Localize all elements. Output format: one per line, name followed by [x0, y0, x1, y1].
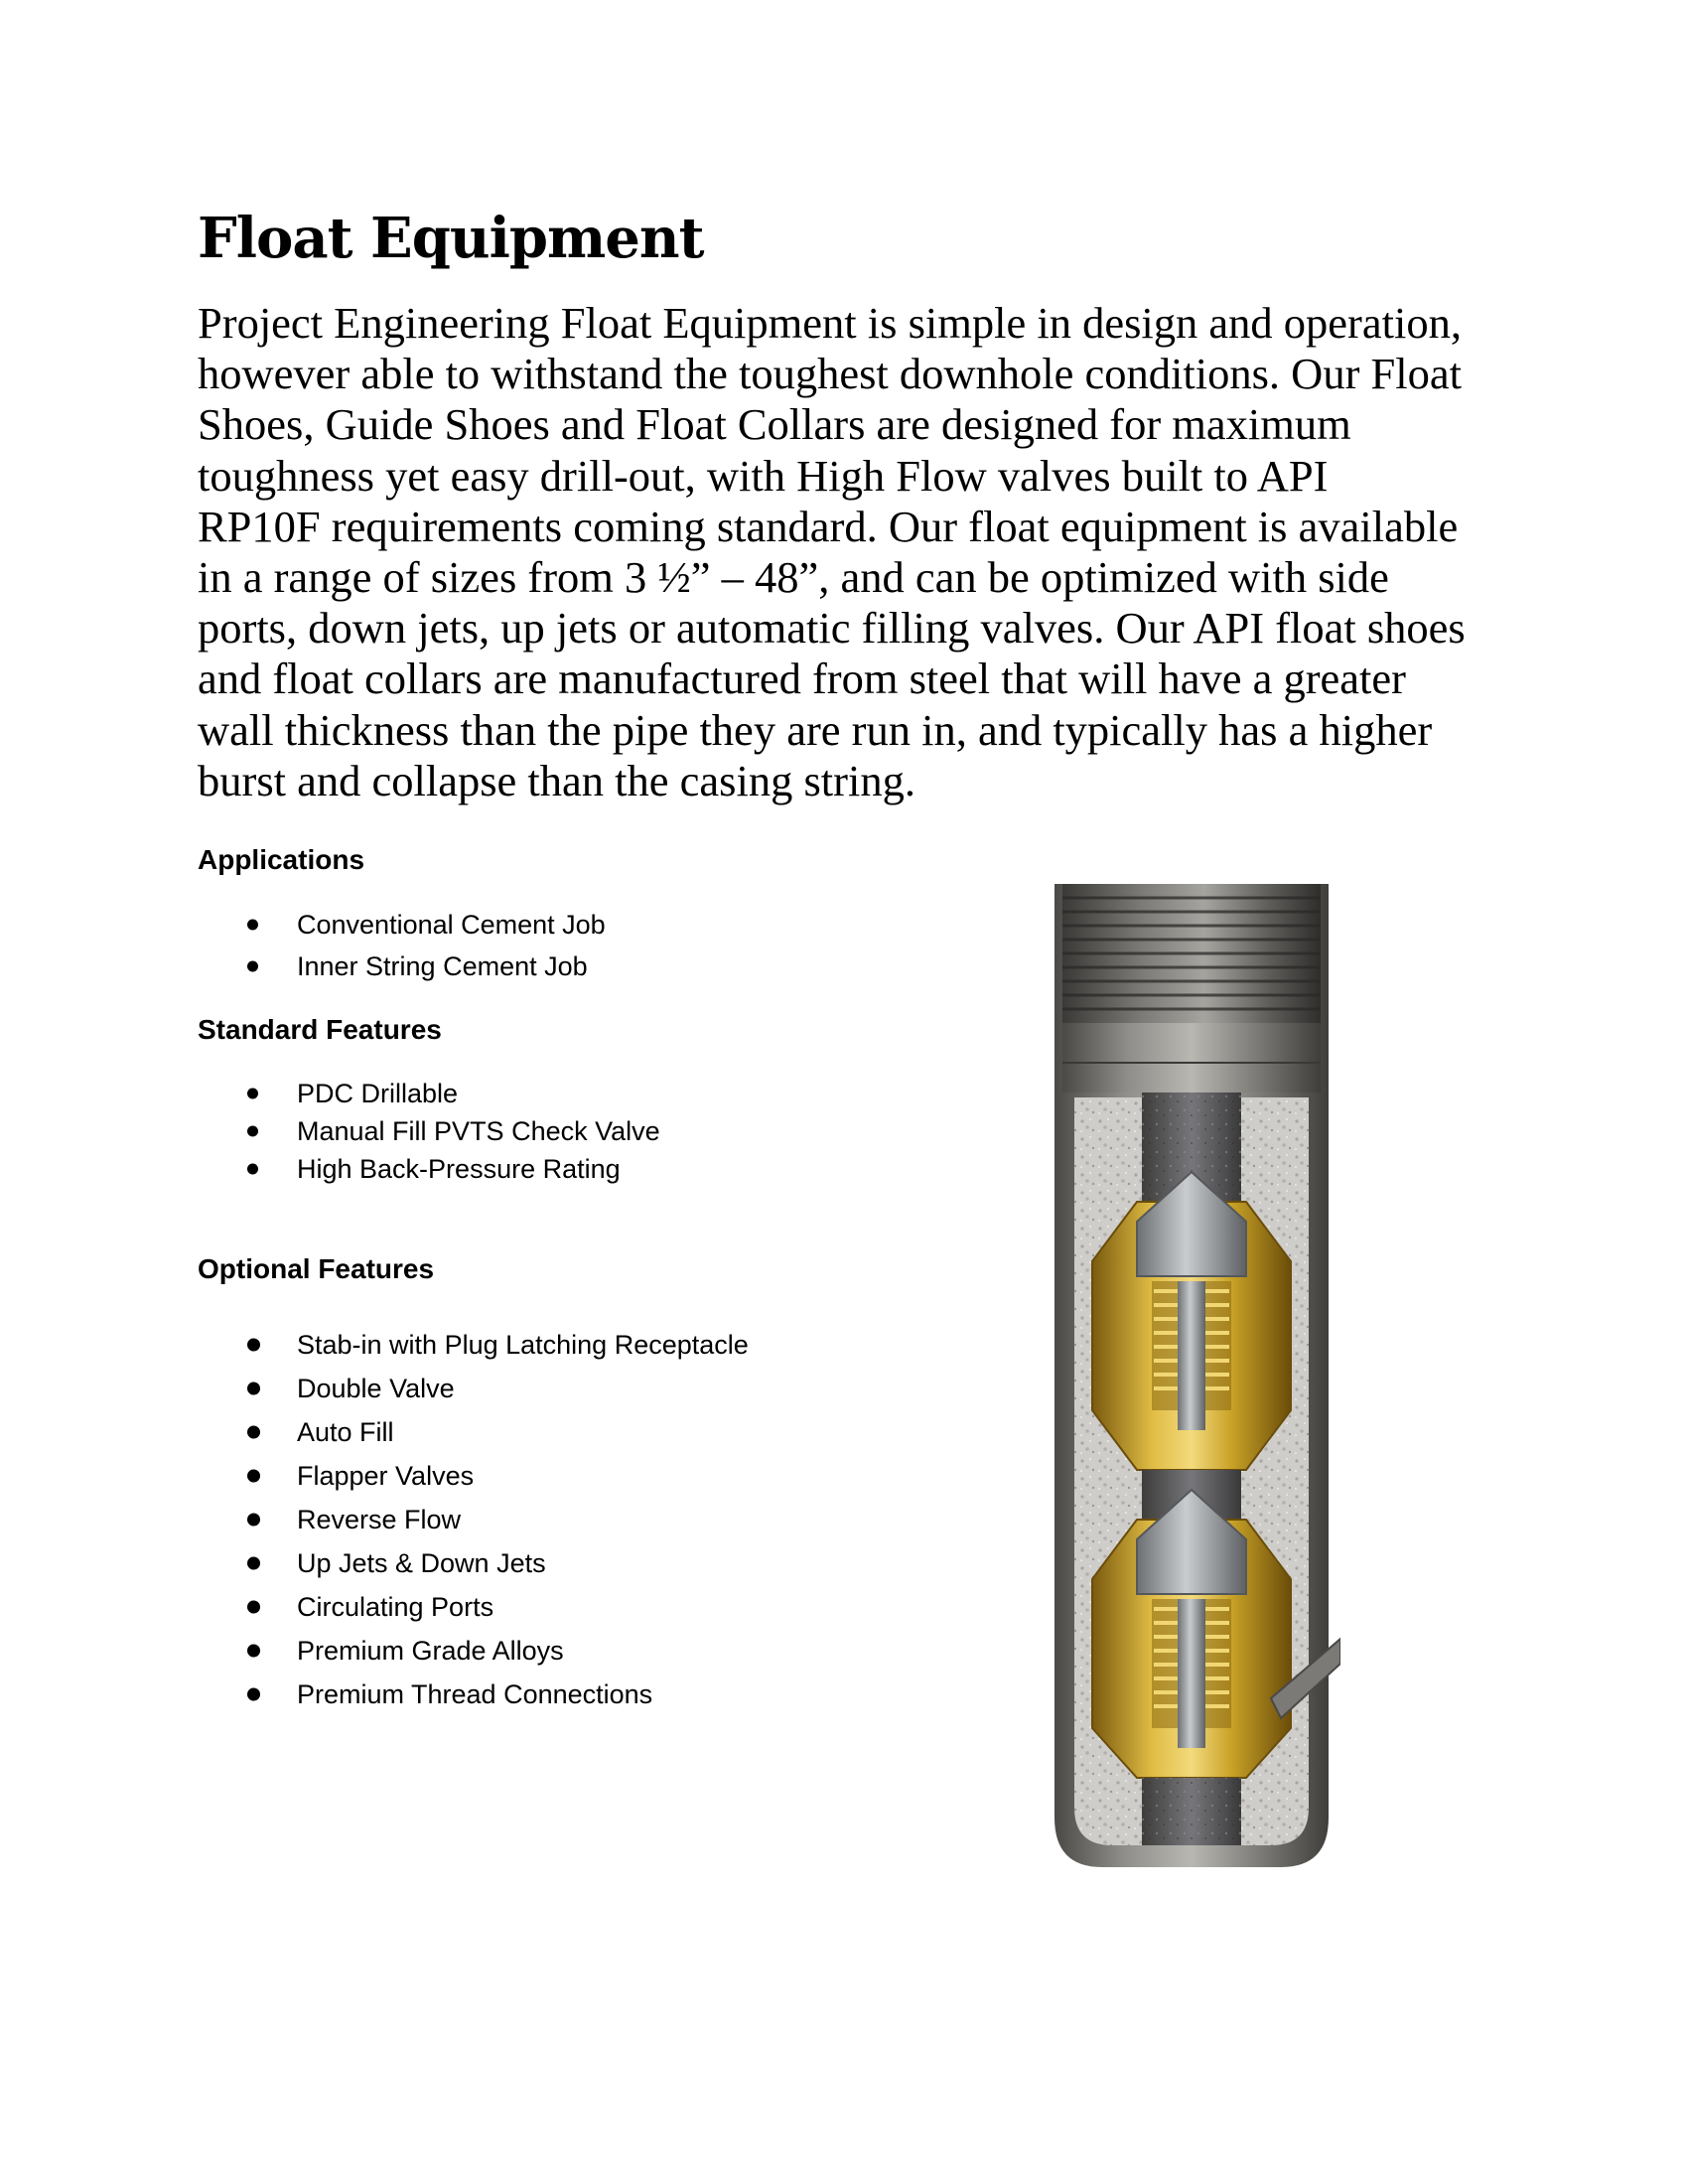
list-item: Conventional Cement Job [198, 904, 606, 946]
bullet-icon [247, 1601, 260, 1614]
page-title: Float Equipment [198, 206, 704, 271]
bullet-icon [247, 961, 258, 972]
intro-line: however able to withstand the toughest downhole conditions. Our Float [198, 349, 1462, 399]
intro-line: toughness yet easy drill-out, with High Flow valves built to API [198, 450, 1329, 501]
intro-line: ports, down jets, up jets or automatic filling valves. Our API float shoes [198, 603, 1466, 654]
bullet-icon [247, 1339, 260, 1352]
bullet-icon [247, 1470, 260, 1483]
intro-line: and float collars are manufactured from steel that will have a greater [198, 654, 1406, 704]
list-item: Circulating Ports [198, 1585, 749, 1629]
intro-line: RP10F requirements coming standard. Our float equipment is available [198, 501, 1459, 551]
bullet-icon [247, 1688, 260, 1701]
standard-features-list [198, 1075, 660, 1188]
float-collar-cutaway-icon [1043, 884, 1340, 1867]
intro-line: Shoes, Guide Shoes and Float Collars are designed for maximum [198, 399, 1351, 450]
list-item: Stab-in with Plug Latching Receptacle [198, 1323, 749, 1367]
list-item: Premium Grade Alloys [198, 1629, 749, 1673]
bullet-icon [247, 1514, 260, 1527]
optional-features-list [198, 1323, 749, 1716]
bullet-icon [247, 1426, 260, 1439]
list-item: Flapper Valves [198, 1454, 749, 1498]
bullet-icon [247, 1089, 258, 1099]
intro-paragraph [198, 298, 1508, 806]
optional-features-heading: Optional Features [198, 1253, 435, 1284]
list-item: High Back-Pressure Rating [198, 1150, 660, 1188]
bullet-icon [247, 1126, 258, 1137]
intro-line: Project Engineering Float Equipment is simple in design and operation, [198, 298, 1462, 348]
bullet-icon [247, 1557, 260, 1570]
bullet-icon [247, 1645, 260, 1658]
intro-line: burst and collapse than the casing string. [198, 755, 915, 805]
list-item: Double Valve [198, 1367, 749, 1410]
list-item: Reverse Flow [198, 1498, 749, 1541]
float-collar-figure [1043, 884, 1340, 1867]
list-item: Inner String Cement Job [198, 946, 606, 987]
standard-features-heading: Standard Features [198, 1014, 442, 1045]
list-item: Auto Fill [198, 1410, 749, 1454]
bullet-icon [247, 920, 258, 931]
applications-heading: Applications [198, 844, 365, 875]
intro-line: in a range of sizes from 3 ½” – 48”, and can be optimized with side [198, 552, 1389, 603]
applications-list [198, 904, 606, 987]
list-item: Manual Fill PVTS Check Valve [198, 1112, 660, 1150]
list-item: Premium Thread Connections [198, 1673, 749, 1716]
bullet-icon [247, 1164, 258, 1175]
list-item: PDC Drillable [198, 1075, 660, 1112]
list-item: Up Jets & Down Jets [198, 1541, 749, 1585]
intro-line: wall thickness than the pipe they are run in, and typically has a higher [198, 704, 1433, 755]
bullet-icon [247, 1383, 260, 1395]
